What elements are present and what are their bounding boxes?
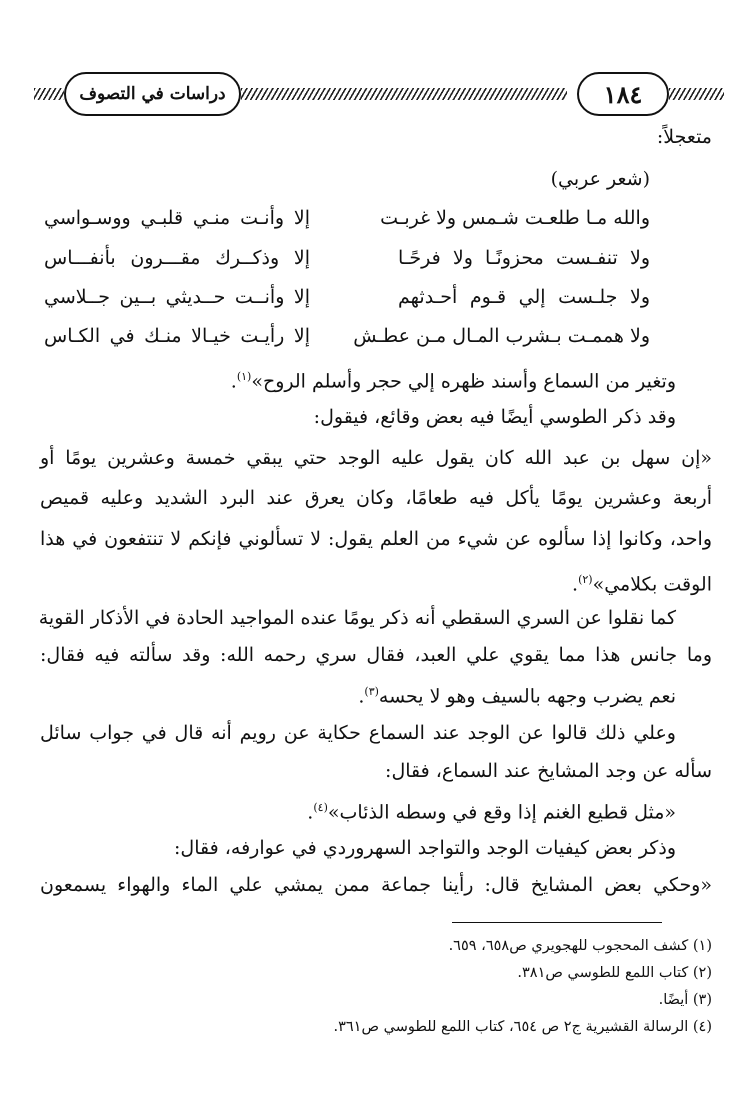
period: . bbox=[230, 370, 237, 393]
line-text: نعم يضرب وجهه بالسيف وهو لا يحسه bbox=[378, 685, 676, 708]
page-header bbox=[34, 72, 724, 116]
footnote: (٣) أيضًا. bbox=[658, 992, 712, 1008]
paragraph-line: متعجلاً: bbox=[656, 126, 712, 148]
paragraph-line: كما نقلوا عن السري السقطي أنه ذكر يومًا عنده المواجيد الحادة في الأذكار القوية bbox=[38, 607, 676, 629]
running-title: دراسات في التصوف bbox=[64, 72, 241, 116]
paragraph-line bbox=[40, 360, 676, 394]
paragraph-line: سأله عن وجد المشايخ عند السماع، فقال: bbox=[385, 760, 712, 782]
verse-second-hemistich: إلا رأيـت خيـالا منـك في الكـاس bbox=[44, 325, 310, 347]
paragraph-line bbox=[40, 791, 676, 825]
rope-ornament bbox=[241, 88, 567, 100]
footnote-ref: (٤) bbox=[313, 801, 328, 814]
rope-ornament bbox=[669, 88, 724, 100]
paragraph-line: واحد، وكانوا إذا سألوه عن شيء من العلم يقول: لا تسألوني فإنكم لا تنتفعون في هذا bbox=[40, 528, 712, 550]
paragraph-line: وعلي ذلك قالوا عن الوجد عند السماع حكاية عن رويم أنه قال في جواب سائل bbox=[40, 722, 676, 744]
verse-first-hemistich: والله مـا طلعـت شـمس ولا غربـت bbox=[380, 207, 650, 229]
line-text: وتغير من السماع وأسند ظهره إلي حجر وأسلم الروح» bbox=[251, 370, 676, 393]
paragraph-line: «وحكي بعض المشايخ قال: رأينا جماعة ممن يمشي علي الماء والهواء يسمعون bbox=[40, 874, 712, 896]
footnote-ref: (١) bbox=[236, 370, 252, 383]
verse-second-hemistich: إلا وأنـت منـي قلبـي ووسـواسي bbox=[44, 207, 310, 229]
paragraph-line: وقد ذكر الطوسي أيضًا فيه بعض وقائع، فيقول: bbox=[313, 406, 676, 428]
footnote: (٤) الرسالة القشيرية ج٢ ص ٦٥٤، كتاب اللمع للطوسي ص٣٦١. bbox=[333, 1019, 712, 1035]
verse-second-hemistich: إلا وأنــت حــديثي بــين جــلاسي bbox=[44, 286, 310, 308]
period: . bbox=[358, 685, 365, 708]
footnote-ref: (٢) bbox=[578, 573, 593, 586]
period: . bbox=[307, 801, 314, 824]
rope-ornament bbox=[34, 88, 64, 100]
paragraph-line bbox=[40, 563, 712, 597]
footnote: (٢) كتاب اللمع للطوسي ص٣٨١. bbox=[517, 965, 712, 981]
paragraph-line: «إن سهل بن عبد الله كان يقول عليه الوجد حتي يبقي خمسة وعشرين يومًا أو bbox=[40, 447, 712, 469]
paragraph-line bbox=[40, 675, 676, 709]
verse-first-hemistich: ولا تنفـست محزونًـا ولا فرحًـا bbox=[398, 247, 650, 269]
verse-first-hemistich: ولا هممـت بـشرب المـال مـن عطـش bbox=[353, 325, 650, 347]
footnote-ref: (٣) bbox=[364, 685, 379, 698]
paragraph-line: وذكر بعض كيفيات الوجد والتواجد السهروردي في عوارفه، فقال: bbox=[174, 837, 676, 859]
paragraph-line: وما جانس هذا مما يقوي علي العبد، فقال سري رحمه الله: وقد سألته فيه فقال: bbox=[40, 644, 712, 666]
period: . bbox=[572, 573, 579, 596]
page-number: ١٨٤ bbox=[577, 72, 669, 116]
verse-first-hemistich: ولا جلـست إلي قـوم أحـدثهم bbox=[398, 286, 650, 308]
footnote: (١) كشف المحجوب للهجويري ص٦٥٨، ٦٥٩. bbox=[448, 938, 712, 954]
verse-second-hemistich: إلا وذكــرك مقـــرون بأنفـــاس bbox=[44, 247, 310, 269]
line-text: «مثل قطيع الغنم إذا وقع في وسطه الذئاب» bbox=[327, 801, 676, 824]
poem-label: (شعر عربي) bbox=[550, 168, 650, 190]
paragraph-line: أربعة وعشرين يومًا يأكل فيه طعامًا، وكان يعرق عند البرد الشديد وعليه قميص bbox=[40, 487, 712, 509]
line-text: الوقت بكلامي» bbox=[592, 573, 712, 596]
footnote-divider bbox=[452, 922, 662, 923]
